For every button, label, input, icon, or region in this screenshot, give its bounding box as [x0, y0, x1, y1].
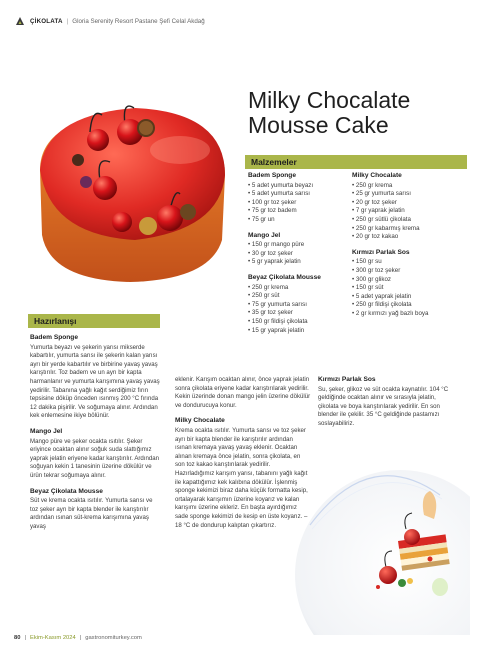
ingredient-item: • 150 gr mango püre	[248, 241, 358, 250]
ingredient-item: • 5 adet yaprak jelatin	[352, 293, 472, 302]
preparation-step-title: Badem Sponge	[30, 334, 78, 341]
ingredient-item: • 250 gr krema	[248, 284, 358, 293]
ingredient-group	[248, 172, 358, 225]
recipe-title-line-1: Milky Chocalate	[248, 87, 411, 113]
ingredients-heading: Malzemeler	[245, 155, 467, 169]
brand-logo-icon	[14, 15, 26, 27]
ingredient-item: • 250 gr süt	[248, 292, 358, 301]
ingredient-item: • 35 gr toz şeker	[248, 309, 358, 318]
ingredients-column-left	[248, 172, 358, 342]
edition-label: Ekim-Kasım 2024	[29, 635, 76, 641]
ingredient-item: • 2 gr kırmızı yağ bazlı boya	[352, 310, 472, 319]
ingredient-item: • 150 gr süt	[352, 284, 472, 293]
ingredient-item: • 5 gr yaprak jelatin	[248, 258, 358, 267]
header-separator: |	[66, 17, 69, 25]
ingredient-item: • 75 gr un	[248, 216, 358, 225]
recipe-title	[248, 88, 468, 138]
page-footer	[14, 635, 142, 641]
ingredient-item: • 250 gr kabarmış krema	[352, 225, 472, 234]
ingredient-group-title: Milky Chocalate	[352, 172, 402, 179]
recipe-title-line-2: Mousse Cake	[248, 112, 389, 138]
plated-dessert-photo	[290, 455, 470, 635]
footer-separator: |	[24, 635, 26, 641]
footer-separator: |	[79, 635, 82, 641]
preparation-step-text: Yumurta beyazı ve şekerin yarısı mikserde kabartılır, yumurta sarısı ile şekerin kalan yarısı ayrı bir yerde kabartılır ve birbirine yavaş yavaş karıştırılır. Toz badem ve un ayrı bir kapta harmanlanır ve yumurta karışımına yavaş yavaş yedirilir. Tabanına yağlı kağıt serdiğimiz fırın tepsisine döküp önceden ısınmış 200 °C fırında 12 dakika pişirilir. Ve soğumaya alınır. Ardından kek enlemesine ikiye bölünür.	[30, 343, 160, 420]
ingredient-item: • 20 gr toz kakao	[352, 233, 472, 242]
preparation-step-text: Su, şeker, glikoz ve süt ocakta kaynatılır. 104 °C geldiğinde ocaktan alınır ve sırasıyla jelatin, çikolata ve boya karıştırılarak yedirilir. En son blender ile çekilir. 35 °C geldiğinde pastamızı soslayabiliriz.	[318, 385, 449, 427]
ingredient-item: • 300 gr toz şeker	[352, 267, 472, 276]
ingredient-item: • 20 gr toz şeker	[352, 199, 472, 208]
ingredient-item: • 100 gr toz şeker	[248, 199, 358, 208]
ingredient-item: • 25 gr yumurta sarısı	[352, 190, 472, 199]
ingredient-item: • 250 gr sütlü çikolata	[352, 216, 472, 225]
ingredient-item: • 300 gr glikoz	[352, 276, 472, 285]
ingredient-group-title: Mango Jel	[248, 231, 281, 239]
ingredient-item: • 250 gr fildişi çikolata	[352, 301, 472, 310]
ingredient-item: • 30 gr toz şeker	[248, 250, 358, 259]
preparation-column-3	[318, 376, 458, 436]
ingredient-group	[352, 172, 472, 242]
ingredient-item: • 150 gr fildişi çikolata	[248, 318, 358, 327]
preparation-step-title: Milky Chocalate	[175, 417, 225, 425]
ingredients-column-right	[352, 172, 472, 326]
preparation-step-text: Mango püre ve şeker ocakta ısıtılır. Şeker eriyince ocaktan alınır soğuk suda slattığımız yaprak jelatin eriyene kadar karıştırılır. Ardından soğuyan kekin 1 tanesinin üzerine dökülür ve ürün tekrar soğumaya alınır.	[30, 437, 160, 479]
chef-credit: Gloria Serenity Resort Pastane Şefi Celal Akdağ	[72, 17, 205, 25]
page-header	[14, 14, 205, 28]
ingredient-item: • 15 gr yaprak jelatin	[248, 327, 358, 336]
ingredient-item: • 5 adet yumurta beyazı	[248, 182, 358, 191]
preparation-step-text: Süt ve krema ocakta ısıtılır. Yumurta sarısı ve toz şeker ayrı bir kapta blender ile karıştırılır ardından ısınan süt-krema karışımına yavaş yavaş	[30, 497, 153, 530]
ingredient-item: • 150 gr su	[352, 258, 472, 267]
preparation-step-title: Kırmızı Parlak Sos	[318, 376, 376, 383]
preparation-step-title: Mango Jel	[30, 427, 63, 435]
ingredient-group-title: Beyaz Çikolata Mousse	[248, 273, 321, 281]
ingredient-group	[352, 249, 472, 319]
ingredient-group-title: Badem Sponge	[248, 172, 296, 179]
ingredient-item: • 75 gr yumurta sarısı	[248, 301, 358, 310]
website-label: gastronomiturkey.com	[85, 635, 142, 641]
preparation-column-1	[30, 334, 160, 538]
preparation-step-title: Beyaz Çikolata Mousse	[30, 487, 103, 495]
preparation-heading: Hazırlanışı	[28, 314, 160, 328]
preparation-step-text: eklenir. Karışım ocaktan alınır, önce yaprak jelatin sonra çikolata eriyene kadar karıştırılarak yedirilir. Kekin üzerinde donan mango jelin üzerine dökülür ve dondurucuya konur.	[175, 376, 311, 409]
page-number: 80	[14, 635, 21, 641]
ingredient-item: • 5 adet yumurta sarısı	[248, 190, 358, 199]
ingredient-item: • 75 gr toz badem	[248, 207, 358, 216]
cake-photo	[30, 70, 230, 290]
ingredient-item: • 7 gr yaprak jelatin	[352, 207, 472, 216]
ingredient-group-title: Kırmızı Parlak Sos	[352, 248, 410, 256]
preparation-step-text: Krema ocakta ısıtılır. Yumurta sarısı ve toz şeker ayrı bir kapta blender ile karıştırılır ardından ısınan kremaya yavaş yavaş eklenir. Ocaktan alınan kremaya önce jelatin, sonra çikolata, en son toz kakao karıştırılarak yedirilir. Hazırladığımız karışım yarısı, tabanını yağlı kağıt ile kapattığımız kek kalıbına dökülür. İşlenmiş sponge kekimizi biraz daha küçük formatta kesip, ortalayarak karışımın üzerine koyarız ve kalan karışımı üzerine ekleriz. En başta ayırdığımız sade sponge kekimizi de kesip en üste koyarız. –18 °C de dondurup kalıptan çıkartırız.	[175, 426, 308, 529]
ingredient-item: • 250 gr krema	[352, 182, 472, 191]
section-label: ÇİKOLATA	[30, 17, 63, 25]
ingredient-group	[248, 274, 358, 335]
ingredient-group	[248, 232, 358, 267]
